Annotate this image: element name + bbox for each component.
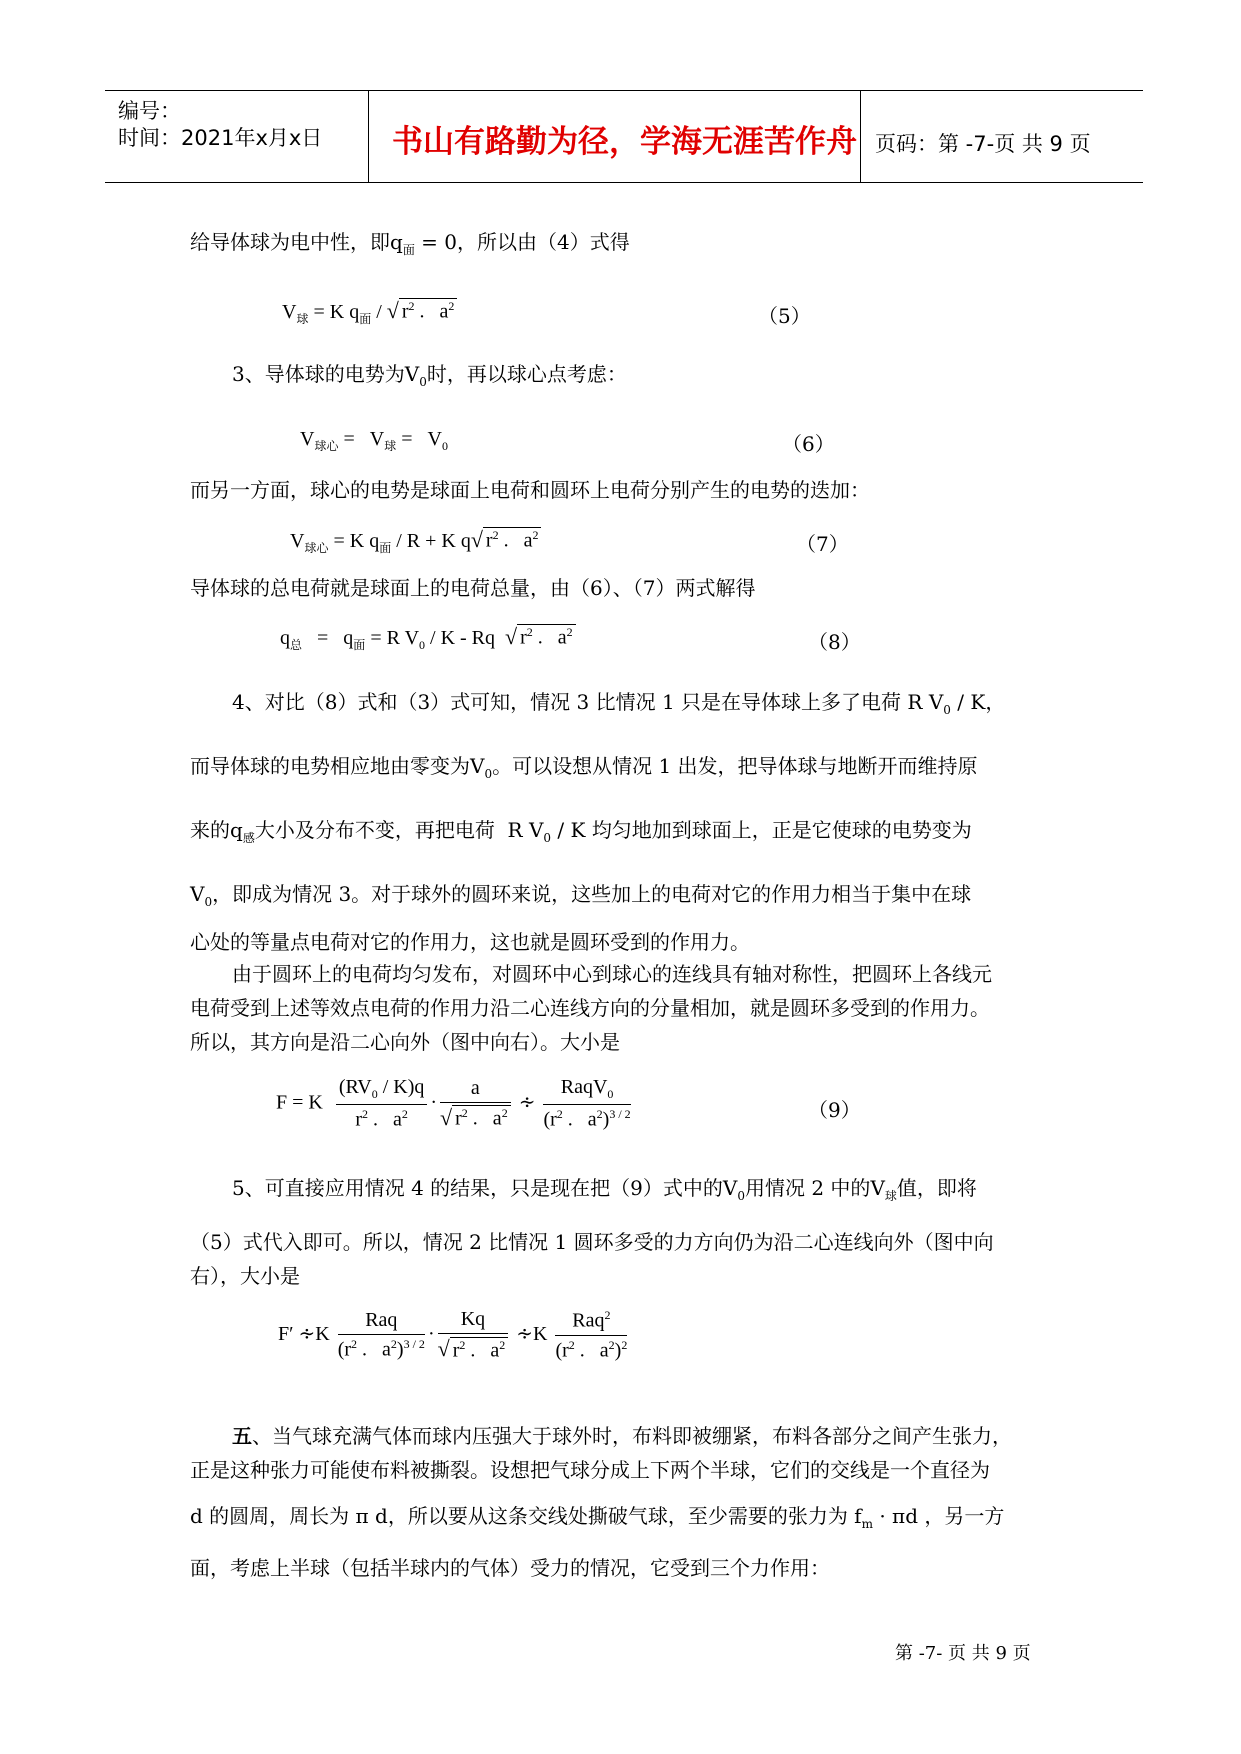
equation-6: $V_{球心} = V_球 = V_0$	[300, 428, 448, 453]
page-footer: 第 -7- 页 共 9 页	[895, 1643, 1031, 1664]
equation-7-tag: （7）	[796, 532, 849, 556]
paragraph-7-line-3: 来的$q_感$大小及分布不变，再把电荷 R $V_0$ / K 均匀地加到球面上，正是它使球的电势变为	[190, 818, 972, 845]
equation-6-tag: （6）	[782, 432, 835, 456]
header-motto: 书山有路勤为径，学海无涯苦作舟	[392, 124, 857, 160]
paragraph-5: 而另一方面，球心的电势是球面上电荷和圆环上电荷分别产生的电势的迭加：	[190, 478, 870, 502]
time-label: 时间：2021年x月x日	[118, 126, 323, 150]
paragraph-9-line-1: 5、可直接应用情况 4 的结果，只是现在把（9）式中的$V_0$用情况 2 中的$V_球$值，即将	[232, 1176, 977, 1203]
header-bottom-rule	[105, 182, 1143, 183]
paragraph-9-line-2: （5）式代入即可。所以，情况 2 比情况 1 圆环多受的力方向仍为沿二心连线向外（图中向	[190, 1230, 994, 1254]
paragraph-7-line-1: 4、对比（8）式和（3）式可知，情况 3 比情况 1 只是在导体球上多了电荷 R $V_0$ / K，	[232, 690, 1006, 717]
paragraph-7-line-4: $V_0$，即成为情况 3。对于球外的圆环来说，这些加上的电荷对它的作用力相当于集中在球	[190, 882, 972, 909]
header-top-rule	[105, 90, 1143, 91]
paragraph-8-line-2: 电荷受到上述等效点电荷的作用力沿二心连线方向的分量相加，就是圆环多受到的作用力。	[190, 996, 990, 1020]
equation-5: $V_球 = K$ $q_面$ / √ $r^2$ . $a^2$	[282, 298, 457, 327]
paragraph-7-line-2: 而导体球的电势相应地由零变为$V_0$。可以设想从情况 1 出发，把导体球与地断开而维持原	[190, 754, 978, 781]
equation-f-prime: F′ ∻K $\frac{\text{Raq}}{(r^2 . a^2)^{3 / 2}}$ · $\frac{Kq}{√ r^2 . a^2}$ ∻K $\frac{Raq^2}{(r^2 . a^2)^2}$	[278, 1308, 628, 1362]
equation-9-tag: （9）	[808, 1098, 861, 1122]
paragraph-7-line-5: 心处的等量点电荷对它的作用力，这也就是圆环受到的作用力。	[190, 930, 750, 954]
paragraph-10-line-2: 正是这种张力可能使布料被撕裂。设想把气球分成上下两个半球，它们的交线是一个直径为	[190, 1458, 990, 1482]
paragraph-1: 给导体球为电中性，即$q_面 = 0$，所以由（4）式得	[190, 230, 630, 257]
equation-7: $V_{球心} = K$ $q_面 / R + K$ q√ $r^2$ . $a^2$	[290, 527, 541, 556]
equation-9: F = K $\frac{(RV_0 / K)q}{r^2 . a^2}$ · $\frac{a}{√ r^2 . a^2}$ ∻ $\frac{RaqV_0}{(r^2 . a^2)^{3 / 2}}$	[276, 1076, 631, 1131]
serial-label: 编号：	[118, 99, 181, 123]
equation-8: $q_总 = q_面 = R$ $V_0$ / K - Rq √ $r^2$ . $a^2$	[280, 624, 576, 653]
header-divider-right	[860, 91, 861, 183]
paragraph-6: 导体球的总电荷就是球面上的电荷总量，由（6）、（7）两式解得	[190, 576, 756, 600]
paragraph-8-line-1: 由于圆环上的电荷均匀发布，对圆环中心到球心的连线具有轴对称性，把圆环上各线元	[232, 962, 992, 986]
equation-5-tag: （5）	[758, 304, 811, 328]
header-divider-left	[368, 91, 369, 183]
paragraph-10-line-4: 面，考虑上半球（包括半球内的气体）受力的情况，它受到三个力作用：	[190, 1556, 830, 1580]
paragraph-8-line-3: 所以，其方向是沿二心向外（图中向右）。大小是	[190, 1030, 620, 1054]
paragraph-3: 3、导体球的电势为$V_0$时，再以球心点考虑：	[232, 362, 627, 389]
page-label: 页码：第 -7-页 共 9 页	[875, 132, 1091, 156]
paragraph-10-line-3: d 的圆周，周长为 π d，所以要从这条交线处撕破气球，至少需要的张力为 $f_m \cdot \pi d$ ，另一方	[190, 1504, 1005, 1531]
paragraph-9-line-3: 右），大小是	[190, 1264, 300, 1288]
paragraph-10-line-1: 五、当气球充满气体而球内压强大于球外时，布料即被绷紧，布料各部分之间产生张力，	[232, 1424, 1012, 1448]
equation-8-tag: （8）	[808, 630, 861, 654]
